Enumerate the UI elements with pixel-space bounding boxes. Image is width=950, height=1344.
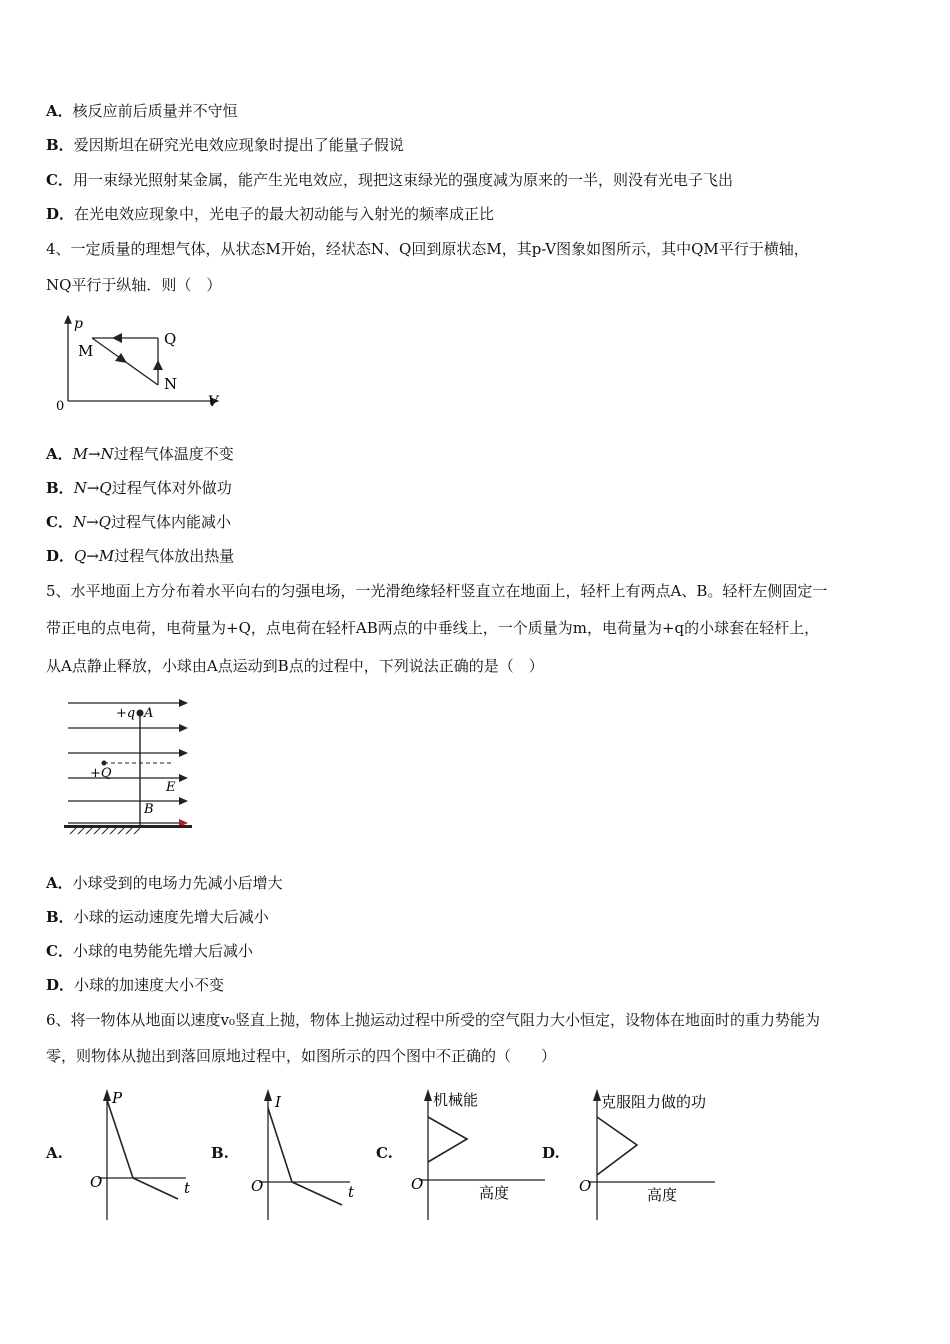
q5-label-a: A	[144, 706, 154, 721]
q6-graph-b-curve	[268, 1108, 292, 1182]
q5-option-d: D．小球的加速度大小不变	[46, 976, 225, 994]
q6-graph-d-ylabel: 克服阻力做的功	[601, 1093, 707, 1111]
q6-graph-c-ylabel: 机械能	[433, 1091, 479, 1109]
q3-option-c: C．用一束绿光照射某金属，能产生光电效应，现把这束绿光的强度减为原来的一半，则没有光电子飞出	[46, 171, 733, 189]
q5-option-a: A．小球受到的电场力先减小后增大	[46, 874, 283, 892]
q6-graph-c	[405, 1085, 555, 1225]
q6-stem-line2: 零，则物体从抛出到落回原地过程中，如图所示的四个图中不正确的（ ）	[46, 1047, 557, 1065]
q5-label-q-small: +q	[116, 706, 136, 721]
q6-graph-b-origin: O	[251, 1177, 264, 1195]
q4-option-b: B．N→Q过程气体对外做功	[46, 479, 232, 497]
q5-stem-line1: 5、水平地面上方分布着水平向右的匀强电场，一光滑绝缘轻杆竖直立在地面上，轻杆上有两点A、B。轻杆左侧固定一	[46, 582, 828, 600]
q4-label-n: N	[164, 375, 178, 393]
q5-label-e: E	[166, 780, 176, 795]
q4-arrow-mn	[115, 353, 127, 363]
q6-graph-b-xlabel: t	[348, 1183, 355, 1201]
q6-stem-line1: 6、将一物体从地面以速度v₀竖直上抛，物体上抛运动过程中所受的空气阻力大小恒定，设物体在地面时的重力势能为	[46, 1011, 821, 1029]
q6-graph-d	[575, 1085, 755, 1225]
q6-graph-a-origin: O	[90, 1173, 103, 1191]
q5-ground	[64, 825, 192, 828]
q6-graph-b-ylabel: I	[275, 1093, 281, 1111]
q5-label-b: B	[144, 802, 154, 817]
q6-graph-d-origin: O	[579, 1177, 592, 1195]
q3-option-a: A．核反应前后质量并不守恒	[46, 102, 238, 120]
q5-option-c: C．小球的电势能先增大后减小	[46, 942, 253, 960]
q5-label-q-big: +Q	[90, 766, 112, 781]
q4-label-p: p	[74, 316, 83, 332]
q4-option-a: A．M→N过程气体温度不变	[46, 445, 234, 463]
q4-label-o: 0	[56, 399, 65, 414]
q6-graph-a	[86, 1085, 206, 1225]
q6-graph-a-ylabel: P	[112, 1089, 123, 1107]
q6-graph-a-curve	[107, 1100, 133, 1178]
q4-label-v: V	[208, 394, 219, 410]
q6-graph-c-xlabel: 高度	[479, 1184, 510, 1202]
q6-graph-d-label: D.	[542, 1144, 560, 1162]
q4-stem-line1: 4、一定质量的理想气体，从状态M开始，经状态N、Q回到原状态M，其p-V图象如图所示，其中QM平行于横轴，	[46, 240, 809, 258]
q4-label-q: Q	[164, 330, 177, 348]
q5-ball	[137, 710, 144, 717]
q6-graph-a-xlabel: t	[184, 1179, 191, 1197]
q4-option-c: C．N→Q过程气体内能减小	[46, 513, 231, 531]
q6-graph-a-label: A.	[46, 1144, 63, 1162]
q4-stem-line2: NQ平行于纵轴．则（ ）	[46, 276, 222, 294]
q5-field-diagram	[60, 693, 200, 835]
q3-option-d: D．在光电效应现象中，光电子的最大初动能与入射光的频率成正比	[46, 205, 495, 223]
q3-option-b: B．爱因斯坦在研究光电效应现象时提出了能量子假说	[46, 136, 404, 154]
q4-pv-diagram	[50, 308, 230, 418]
q6-graph-c-curve	[428, 1117, 467, 1162]
q6-graph-d-curve	[597, 1117, 637, 1175]
q6-graph-d-xlabel: 高度	[647, 1186, 678, 1204]
q5-option-b: B．小球的运动速度先增大后减小	[46, 908, 269, 926]
q5-stem-line3: 从A点静止释放，小球由A点运动到B点的过程中，下列说法正确的是（ ）	[46, 657, 544, 675]
q4-option-d: D．Q→M过程气体放出热量	[46, 547, 235, 565]
q6-graph-b	[250, 1085, 370, 1225]
q6-graph-c-origin: O	[411, 1175, 424, 1193]
q4-label-m: M	[78, 342, 94, 360]
q4-arrow-nq	[153, 360, 163, 370]
q5-stem-line2: 带正电的点电荷，电荷量为+Q，点电荷在轻杆AB两点的中垂线上，一个质量为m，电荷量为+q的小球套在轻杆上，	[46, 619, 820, 637]
q6-graph-c-label: C.	[376, 1144, 393, 1162]
q5-point-charge	[102, 761, 107, 766]
q6-graph-b-label: B.	[211, 1144, 229, 1162]
q4-arrow-qm	[112, 333, 122, 343]
